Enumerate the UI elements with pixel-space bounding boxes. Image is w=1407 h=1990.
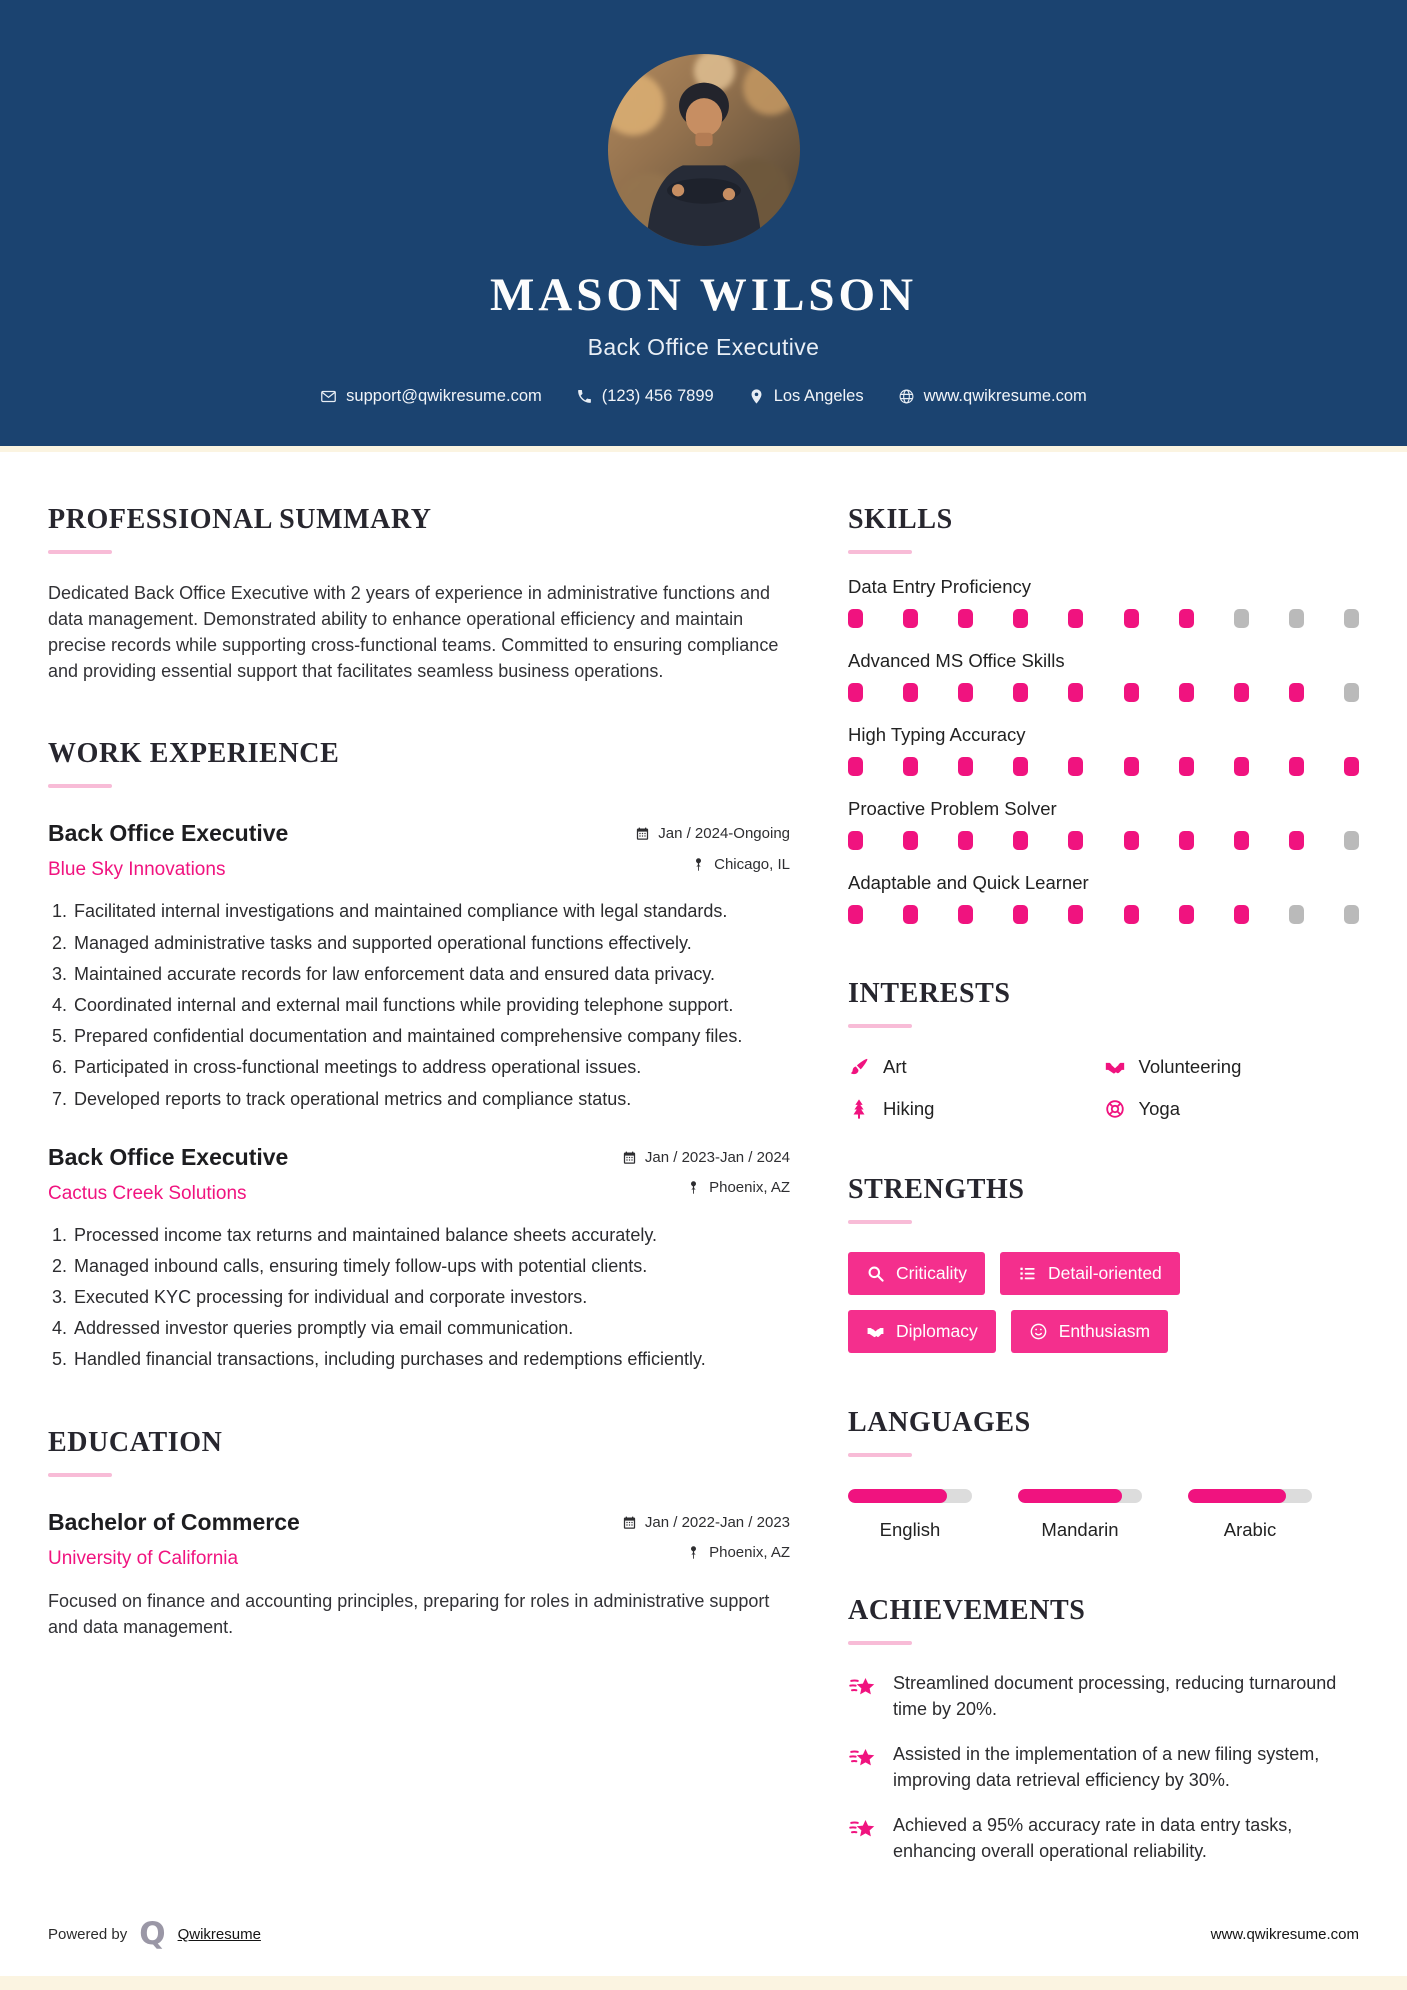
interest-item: [848, 1098, 1104, 1120]
skill-dot-filled: [848, 683, 863, 702]
strength-button-criticality[interactable]: [848, 1252, 985, 1295]
skill-label: Data Entry Proficiency: [848, 576, 1032, 597]
job-duty: 2. Managed administrative tasks and supported operational functions effectively.: [72, 931, 790, 956]
job-location: [686, 1179, 790, 1196]
powered-by-label: Powered by: [48, 1926, 128, 1943]
language-item: [1018, 1489, 1142, 1541]
skill-dot-empty: [1344, 683, 1359, 702]
shooting-star-icon: [848, 1744, 878, 1774]
skill-dots: [848, 831, 1359, 850]
language-name: Mandarin: [1041, 1519, 1119, 1540]
degree-title: Bachelor of Commerce: [48, 1508, 300, 1535]
education-dates: [622, 1514, 790, 1531]
skill-dot-filled: [1124, 831, 1139, 850]
school-link[interactable]: University of California: [48, 1547, 239, 1569]
job-duty-list: [48, 899, 790, 1111]
skill-dot-filled: [1179, 609, 1194, 628]
calendar-icon: [622, 1150, 637, 1165]
job-duty: 3. Executed KYC processing for individual and corporate investors.: [72, 1285, 790, 1310]
footer: [0, 1916, 1407, 1952]
magnifier-icon: [866, 1264, 885, 1283]
language-name: English: [879, 1519, 941, 1540]
section-professional-summary: [48, 504, 790, 684]
section-strengths: [848, 1174, 1359, 1353]
interests-heading: INTERESTS: [848, 978, 1011, 1009]
heading-underline: [848, 1220, 912, 1224]
strength-button-detail-oriented[interactable]: [1000, 1252, 1180, 1295]
language-name: Arabic: [1223, 1519, 1277, 1540]
job-duty: 5. Handled financial transactions, including purchases and redemptions efficiently.: [72, 1347, 790, 1372]
heading-underline: [48, 784, 112, 788]
skill-dot-filled: [1179, 905, 1194, 924]
job-duty: 4. Addressed investor queries promptly via email communication.: [72, 1316, 790, 1341]
skill-item: [848, 650, 1359, 702]
skill-dot-filled: [903, 831, 918, 850]
skill-dot-filled: [903, 905, 918, 924]
contact-item-0[interactable]: [320, 387, 542, 406]
language-bar: [848, 1489, 972, 1503]
skill-dot-filled: [1068, 831, 1083, 850]
heading-underline: [48, 1473, 112, 1477]
skill-dot-filled: [848, 905, 863, 924]
job-dates: [622, 1149, 790, 1166]
skill-dot-filled: [1234, 683, 1249, 702]
strength-label: Detail-oriented: [1047, 1263, 1162, 1283]
skill-item: [848, 872, 1359, 924]
section-work-experience: [48, 738, 790, 1372]
skill-dot-filled: [1234, 905, 1249, 924]
skill-dot-empty: [1289, 905, 1304, 924]
languages-heading: LANGUAGES: [848, 1407, 1031, 1438]
education-location: [686, 1544, 790, 1561]
skill-dot-filled: [848, 831, 863, 850]
powered-by: [48, 1916, 261, 1952]
job-duty: 2. Managed inbound calls, ensuring timely follow-ups with potential clients.: [72, 1254, 790, 1279]
skill-dot-filled: [958, 683, 973, 702]
calendar-icon: [635, 826, 650, 841]
contact-item-text: Los Angeles: [773, 387, 864, 405]
contact-item-3[interactable]: [898, 387, 1087, 406]
contact-item-1[interactable]: [576, 387, 714, 406]
job-subhead: [48, 1171, 790, 1205]
achievement-text: Achieved a 95% accuracy rate in data entry tasks, enhancing overall operational reliability.: [893, 1815, 1293, 1861]
strength-label: Criticality: [896, 1263, 967, 1283]
calendar-icon: [622, 1515, 637, 1530]
strengths-list: [848, 1252, 1288, 1353]
strength-label: Diplomacy: [896, 1321, 978, 1341]
skill-dot-filled: [1124, 905, 1139, 924]
skill-item: [848, 724, 1359, 776]
job-head: [48, 820, 790, 847]
skill-dot-filled: [958, 609, 973, 628]
skill-dot-filled: [1289, 831, 1304, 850]
skill-item: [848, 576, 1359, 628]
pushpin-icon: [691, 857, 706, 872]
job-subhead: [48, 847, 790, 881]
contact-item-text: support@qwikresume.com: [346, 387, 542, 405]
strength-label: Enthusiasm: [1058, 1321, 1151, 1341]
skill-label: Advanced MS Office Skills: [848, 650, 1065, 671]
company-link[interactable]: Cactus Creek Solutions: [48, 1182, 247, 1204]
achievement-item: [848, 1813, 1359, 1864]
job-duty: 3. Maintained accurate records for law enforcement data and ensured data privacy.: [72, 962, 790, 987]
skill-dots: [848, 609, 1359, 628]
page-bottom-band: [0, 1976, 1407, 1990]
skill-item: [848, 798, 1359, 850]
profile-photo-illustration: [608, 54, 800, 246]
skill-dot-filled: [1068, 683, 1083, 702]
heading-underline: [48, 550, 112, 554]
skill-dot-empty: [1344, 609, 1359, 628]
shooting-star-icon: [848, 1673, 878, 1703]
interest-label: Art: [883, 1056, 907, 1077]
skill-dots: [848, 683, 1359, 702]
interest-item: [1104, 1056, 1360, 1078]
strength-button-enthusiasm[interactable]: [1011, 1310, 1168, 1353]
job-location-text: Chicago, IL: [714, 855, 790, 873]
job-title: Back Office Executive: [48, 1143, 289, 1170]
skill-dot-filled: [1013, 757, 1028, 776]
section-languages: [848, 1407, 1359, 1541]
heading-underline: [848, 1453, 912, 1457]
achievement-item: [848, 1671, 1359, 1722]
handshake-icon: [1104, 1056, 1126, 1078]
company-link[interactable]: Blue Sky Innovations: [48, 859, 226, 881]
contact-item-text: (123) 456 7899: [601, 387, 714, 405]
job-dates-text: Jan / 2024-Ongoing: [658, 825, 790, 843]
left-column: [48, 504, 790, 1694]
job-duty: 4. Coordinated internal and external mail functions while providing telephone support.: [72, 993, 790, 1018]
achievements-heading: ACHIEVEMENTS: [848, 1595, 1086, 1626]
job-entry: [48, 1144, 790, 1373]
education-location-text: Phoenix, AZ: [709, 1544, 790, 1562]
skill-dot-empty: [1344, 831, 1359, 850]
person-name: MASON WILSON: [489, 269, 918, 321]
job-dates-text: Jan / 2023-Jan / 2024: [644, 1148, 790, 1166]
shooting-star-icon: [848, 1815, 878, 1845]
skill-dot-filled: [1289, 683, 1304, 702]
job-duty: 1. Facilitated internal investigations and maintained compliance with legal standards.: [72, 899, 790, 924]
job-duty: 1. Processed income tax returns and maintained balance sheets accurately.: [72, 1223, 790, 1248]
skill-dot-filled: [958, 757, 973, 776]
header: [0, 0, 1407, 446]
heading-underline: [848, 1641, 912, 1645]
skill-dots: [848, 757, 1359, 776]
skill-dot-filled: [848, 609, 863, 628]
pushpin-icon: [686, 1545, 701, 1560]
education-heading: EDUCATION: [48, 1426, 223, 1458]
right-column: [848, 504, 1359, 1884]
interest-label: Hiking: [883, 1098, 935, 1119]
interest-item: [1104, 1098, 1360, 1120]
section-interests: [848, 978, 1359, 1120]
education-entry: [48, 1509, 790, 1640]
job-title: Back Office Executive: [48, 820, 289, 847]
language-bar-fill: [848, 1489, 947, 1503]
skill-dot-filled: [903, 757, 918, 776]
contact-item-2: [748, 387, 864, 406]
footer-website-link[interactable]: www.qwikresume.com: [1210, 1926, 1359, 1943]
section-education: [48, 1427, 790, 1640]
job-duty-list: [48, 1223, 790, 1373]
language-bar: [1188, 1489, 1312, 1503]
heading-underline: [848, 550, 912, 554]
skills-heading: SKILLS: [848, 504, 953, 535]
interests-grid: [848, 1056, 1359, 1120]
skill-label: Adaptable and Quick Learner: [848, 872, 1089, 893]
skill-dot-filled: [1013, 683, 1028, 702]
skill-dot-empty: [1289, 609, 1304, 628]
skill-dot-filled: [903, 609, 918, 628]
strengths-heading: STRENGTHS: [848, 1174, 1025, 1205]
lifebuoy-icon: [1104, 1098, 1126, 1120]
skill-dots: [848, 905, 1359, 924]
strength-button-diplomacy[interactable]: [848, 1310, 996, 1353]
job-location-text: Phoenix, AZ: [709, 1179, 790, 1197]
language-bar: [1018, 1489, 1142, 1503]
handshake-icon: [866, 1322, 885, 1341]
education-dates-text: Jan / 2022-Jan / 2023: [644, 1513, 790, 1531]
skill-dot-filled: [958, 905, 973, 924]
job-duty: 6. Participated in cross-functional meetings to address operational issues.: [72, 1055, 790, 1080]
job-location: [691, 856, 790, 873]
interest-item: [848, 1056, 1104, 1078]
skill-dot-filled: [958, 831, 973, 850]
job-head: [48, 1144, 790, 1171]
language-item: [848, 1489, 972, 1541]
main-content: [0, 452, 1407, 1889]
job-entry: [48, 820, 790, 1111]
skill-dot-filled: [1068, 757, 1083, 776]
person-title: Back Office Executive: [587, 334, 820, 360]
profile-photo: [608, 54, 800, 246]
skill-dot-filled: [1013, 831, 1028, 850]
phone-icon: [576, 388, 593, 405]
achievement-text: Assisted in the implementation of a new filing system, improving data retrieval efficiency by 30%.: [893, 1744, 1320, 1790]
job-list: [48, 820, 790, 1372]
section-achievements: [848, 1595, 1359, 1864]
skill-dot-filled: [1124, 609, 1139, 628]
language-item: [1188, 1489, 1312, 1541]
skill-dot-filled: [1344, 757, 1359, 776]
heading-underline: [848, 1024, 912, 1028]
interest-label: Yoga: [1138, 1098, 1181, 1119]
paintbrush-icon: [848, 1056, 870, 1078]
skill-dot-filled: [1289, 757, 1304, 776]
envelope-icon: [320, 388, 337, 405]
skill-dot-empty: [1234, 609, 1249, 628]
summary-heading: PROFESSIONAL SUMMARY: [48, 504, 432, 535]
tree-icon: [848, 1098, 870, 1120]
skill-dot-filled: [1124, 757, 1139, 776]
globe-icon: [898, 388, 915, 405]
summary-text: Dedicated Back Office Executive with 2 years of experience in administrative functions and data management. Demonstrated ability to enhance operational efficiency and maintain precise records while supporting cross-functional teams. Committed to ensuring compliance and providing essential support that facilitates seamless business operations.: [48, 583, 779, 682]
achievements-list: [848, 1671, 1359, 1864]
skill-dot-filled: [1013, 609, 1028, 628]
skill-dot-filled: [1013, 905, 1028, 924]
languages-list: [848, 1489, 1359, 1541]
skill-dot-empty: [1344, 905, 1359, 924]
job-duty: 7. Developed reports to track operational metrics and compliance status.: [72, 1087, 790, 1112]
job-dates: [635, 825, 790, 842]
qwikresume-link[interactable]: Qwikresume: [177, 1926, 261, 1943]
skill-dot-filled: [903, 683, 918, 702]
skill-dot-filled: [1179, 831, 1194, 850]
skill-dot-filled: [1068, 905, 1083, 924]
language-bar-fill: [1188, 1489, 1286, 1503]
skill-dot-filled: [1179, 683, 1194, 702]
interest-label: Volunteering: [1138, 1056, 1242, 1077]
smiley-icon: [1029, 1322, 1048, 1341]
list-icon: [1018, 1264, 1037, 1283]
section-skills: [848, 504, 1359, 924]
skill-dot-filled: [1124, 683, 1139, 702]
skill-dot-filled: [1234, 831, 1249, 850]
job-duty: 5. Prepared confidential documentation and maintained comprehensive company files.: [72, 1024, 790, 1049]
achievement-text: Streamlined document processing, reducing turnaround time by 20%.: [893, 1673, 1337, 1719]
skill-label: High Typing Accuracy: [848, 724, 1026, 745]
skill-dot-filled: [1179, 757, 1194, 776]
skill-dot-filled: [1234, 757, 1249, 776]
skill-label: Proactive Problem Solver: [848, 798, 1057, 819]
qwikresume-logo-icon: Q: [139, 1916, 166, 1952]
language-bar-fill: [1018, 1489, 1122, 1503]
contact-item-text: www.qwikresume.com: [923, 387, 1087, 405]
skill-dot-filled: [848, 757, 863, 776]
pushpin-icon: [686, 1180, 701, 1195]
experience-heading: WORK EXPERIENCE: [48, 738, 340, 770]
skills-list: [848, 576, 1359, 924]
contact-row: [0, 387, 1407, 406]
pin-icon: [748, 388, 765, 405]
achievement-item: [848, 1742, 1359, 1793]
education-description: Focused on finance and accounting principles, preparing for roles in administrative support and data management.: [48, 1590, 770, 1637]
skill-dot-filled: [1068, 609, 1083, 628]
